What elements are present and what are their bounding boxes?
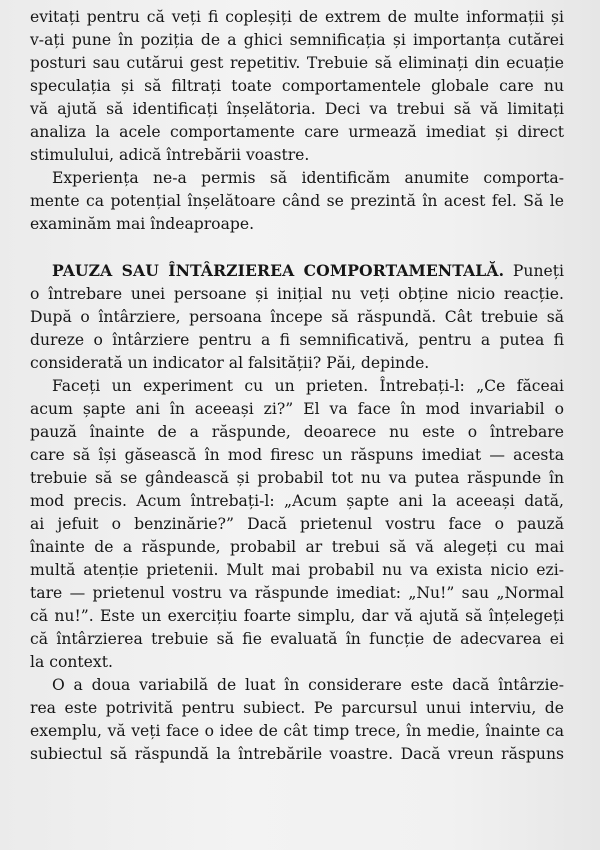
text-line: acum șapte ani în aceeași zi?” El va face în mod invariabil o <box>30 400 564 418</box>
paragraph <box>30 259 564 375</box>
text-line: examinăm mai îndeaproape. <box>30 215 255 233</box>
text-line: v-ați pune în poziția de a ghici semnificația și importanța cutărei <box>30 31 564 49</box>
text-line: tare — prietenul vostru va răspunde imediat: „Nu!” sau „Normal <box>30 584 564 602</box>
text-line: evitați pentru că veți fi copleșiți de extrem de multe informații și <box>30 8 564 26</box>
text-line: mod precis. Acum întrebați-l: „Acum șapte ani la aceeași dată, <box>30 492 564 510</box>
text-line: speculația și să filtrați toate comportamentele globale care nu <box>30 77 564 95</box>
text-line: După o întârziere, persoana începe să răspundă. Cât trebuie să <box>30 308 564 326</box>
text-line: exemplu, vă veți face o idee de cât timp trece, în medie, înainte ca <box>30 722 564 740</box>
paragraph <box>30 674 564 766</box>
paragraph <box>30 375 564 674</box>
text-line: trebuie să se gândească și probabil tot nu va putea răspunde în <box>30 469 564 487</box>
text-line: pauză înainte de a răspunde, deoarece nu este o întrebare <box>30 423 564 441</box>
text-line: rea este potrivită pentru subiect. Pe parcursul unui interviu, de <box>30 699 564 717</box>
text-line: înainte de a răspunde, probabil ar trebui să vă alegeți cu mai <box>30 538 564 556</box>
text-line: că întârzierea trebuie să fie evaluată în funcție de adecvarea ei <box>30 630 564 648</box>
section-spacer <box>30 236 564 259</box>
paragraph <box>30 167 564 236</box>
text-line: ai jefuit o benzinărie?” Dacă prietenul vostru face o pauză <box>30 515 564 533</box>
text-line: dureze o întârziere pentru a fi semnificativă, pentru a putea fi <box>30 331 564 349</box>
text-line <box>30 259 564 283</box>
text-line: vă ajută să identificați înșelătoria. Deci va trebui să vă limitați <box>30 100 564 118</box>
text-line: stimulului, adică întrebării voastre. <box>30 146 310 164</box>
text-line: multă atenție prietenii. Mult mai probabil nu va exista nicio ezi- <box>30 561 564 579</box>
text-line: mente ca potențial înșelătoare când se prezintă în acest fel. Să le <box>30 192 564 210</box>
text-line: analiza la acele comportamente care urmează imediat și direct <box>30 123 564 141</box>
text-line: posturi sau cutărui gest repetitiv. Trebuie să eliminați din ecuație <box>30 54 564 72</box>
text-line: o întrebare unei persoane și inițial nu veți obține nicio reacție. <box>30 285 564 303</box>
text-line: subiectul să răspundă la întrebările voastre. Dacă vreun răspuns <box>30 745 564 763</box>
paragraph <box>30 6 564 167</box>
text-line: O a doua variabilă de luat în considerare este dacă întârzie- <box>52 676 564 694</box>
text-line: Faceți un experiment cu un prieten. Întrebați-l: „Ce făceai <box>52 377 564 395</box>
text-line: că nu!”. Este un exercițiu foarte simplu, dar vă ajută să înțelegeți <box>30 607 564 625</box>
text-line: considerată un indicator al falsității? Păi, depinde. <box>30 354 430 372</box>
text-line: Experiența ne-a permis să identificăm anumite comporta- <box>52 169 564 187</box>
text-line: la context. <box>30 653 113 671</box>
text-line: care să își găsească în mod firesc un răspuns imediat — acesta <box>30 446 564 464</box>
heading-continuation: Puneți <box>504 262 564 280</box>
section-heading: PAUZA SAU ÎNTÂRZIEREA COMPORTAMENTALĂ. <box>52 261 505 280</box>
